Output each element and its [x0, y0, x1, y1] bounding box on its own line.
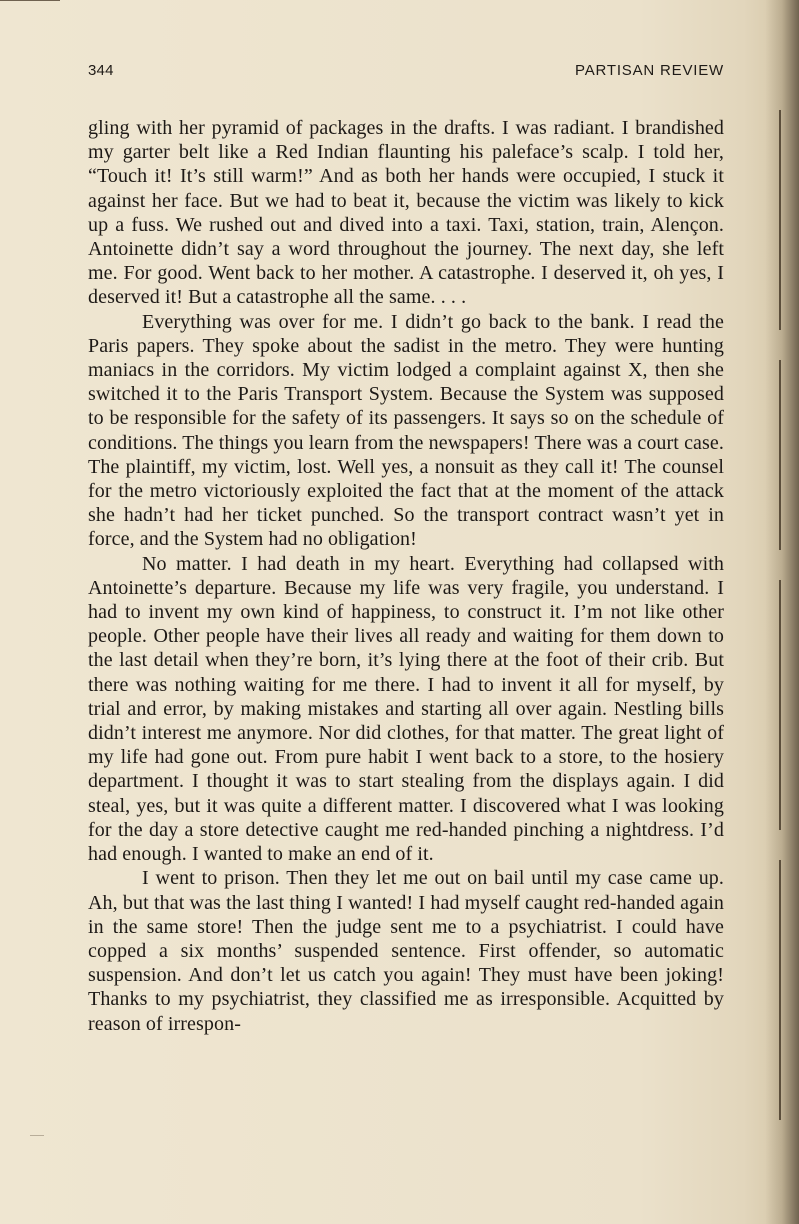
- paragraph-continued: gling with her pyramid of packages in the drafts. I was radiant. I brandished my garter belt like a Red Indian flaunting his paleface’s scalp. I told her, “Touch it! It’s still warm!” And as both her hands were occupied, I stuck it against her face. But we had to beat it, because the victim was likely to kick up a fuss. We rushed out and dived into a taxi. Taxi, station, train, Alençon. Antoinette didn’t say a word throughout the journey. The next day, she left me. For good. Went back to her mother. A catastrophe. I deserved it, oh yes, I deserved it! But a catastrophe all the same. . . .: [88, 117, 724, 309]
- paragraph: No matter. I had death in my heart. Everything had collapsed with Antoinette’s departure. Because my life was very fragile, you understand. I had to invent my own kind of happiness, to construct it. I’m not like other people. Other people have their lives all ready and waiting for them down to the last detail when they’re born, it’s lying there at the foot of their crib. But there was nothing waiting for me there. I had to invent it all for myself, by trial and error, by making mistakes and starting all over again. Nestling bills didn’t interest me anymore. Nor did clothes, for that matter. The great light of my life had gone out. From pure habit I went back to a store, to the hosiery department. I thought it was to start stealing from the displays again. I did steal, yes, but it was quite a different matter. I discovered what I was looking for the day a store detective caught me red-handed pinching a nightdress. I’d had enough. I wanted to make an end of it.: [88, 552, 724, 866]
- binding-shadow: [765, 0, 799, 1224]
- top-edge-rule: [0, 0, 60, 1]
- binding-edge: [779, 360, 781, 550]
- page-number: 344: [88, 62, 114, 79]
- binding-edge: [779, 110, 781, 330]
- binding-edge: [779, 580, 781, 830]
- paragraph: Everything was over for me. I didn’t go back to the bank. I read the Paris papers. They spoke about the sadist in the metro. They were hunting maniacs in the corridors. My victim lodged a complaint against X, then she switched it to the Paris Transport System. Because the System was supposed to be responsible for the safety of its passengers. It says so on the schedule of conditions. The things you learn from the newspapers! There was a court case. The plaintiff, my victim, lost. Well yes, a nonsuit as they call it! The counsel for the metro victoriously exploited the fact that at the moment of the attack she hadn’t had her ticket punched. So the transport contract wasn’t yet in force, and the System had no obligation!: [88, 310, 724, 551]
- running-head: [88, 62, 724, 84]
- body-text: [88, 116, 724, 1036]
- journal-title: PARTISAN REVIEW: [575, 62, 724, 79]
- binding-edge: [779, 860, 781, 1120]
- paragraph: I went to prison. Then they let me out on bail until my case came up. Ah, but that was the last thing I wanted! I had myself caught red-handed again in the same store! Then the judge sent me to a psychiatrist. I could have copped a six months’ suspended sentence. First offender, so automatic suspension. And don’t let us catch you again! They must have been joking! Thanks to my psychiatrist, they classified me as irresponsible. Acquitted by reason of irrespon-: [88, 867, 724, 1035]
- margin-mark: [30, 1135, 44, 1136]
